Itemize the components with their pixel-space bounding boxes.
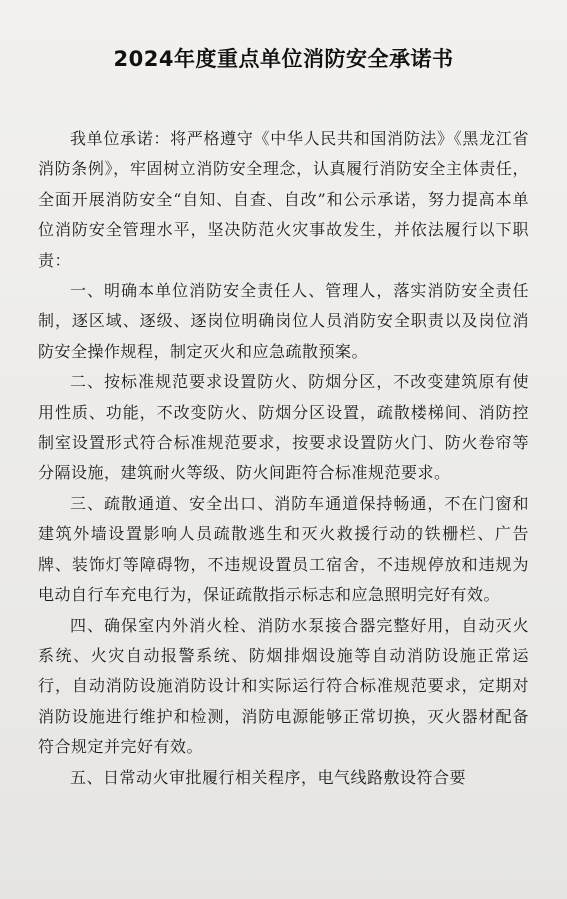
duty-item-5: 五、日常动火审批履行相关程序，电气线路敷设符合要	[70, 767, 467, 787]
duty-item-4: 四、确保室内外消火栓、消防水泵接合器完整好用，自动灭火系统、火灾自动报警系统、防烟排烟设施等自动消防设施正常运行，自动消防设施消防设计和实际运行符合标准规范要求，定期对消防设施进行维护和检测，消防电源能够正常切换，灭火器材配备符合规定并完好有效。	[38, 615, 529, 757]
duty-item-3: 三、疏散通道、安全出口、消防车通道保持畅通，不在门窗和建筑外墙设置影响人员疏散逃生和灭火救援行动的铁栅栏、广告牌、装饰灯等障碍物，不违规设置员工宿舍，不违规停放和违规为电动自行车充电行为，保证疏散指示标志和应急照明完好有效。	[38, 493, 529, 605]
document-title: 2024年度重点单位消防安全承诺书	[113, 47, 454, 71]
duty-item-1: 一、明确本单位消防安全责任人、管理人，落实消防安全责任制，逐区域、逐级、逐岗位明确岗位人员消防安全职责以及岗位消防安全操作规程，制定灭火和应急疏散预案。	[38, 281, 529, 361]
duty-item-2: 二、按标准规范要求设置防火、防烟分区，不改变建筑原有使用性质、功能，不改变防火、防烟分区设置，疏散楼梯间、消防控制室设置形式符合标准规范要求，按要求设置防火门、防火卷帘等分隔设施，建筑耐火等级、防火间距符合标准规范要求。	[38, 372, 529, 483]
commitment-intro-paragraph: 我单位承诺：将严格遵守《中华人民共和国消防法》《黑龙江省消防条例》，牢固树立消防安全理念，认真履行消防安全主体责任，全面开展消防安全“自知、自查、自改”和公示承诺，努力提高本单位消防安全管理水平，坚决防范火灾事故发生，并依法履行以下职责：	[38, 129, 529, 270]
